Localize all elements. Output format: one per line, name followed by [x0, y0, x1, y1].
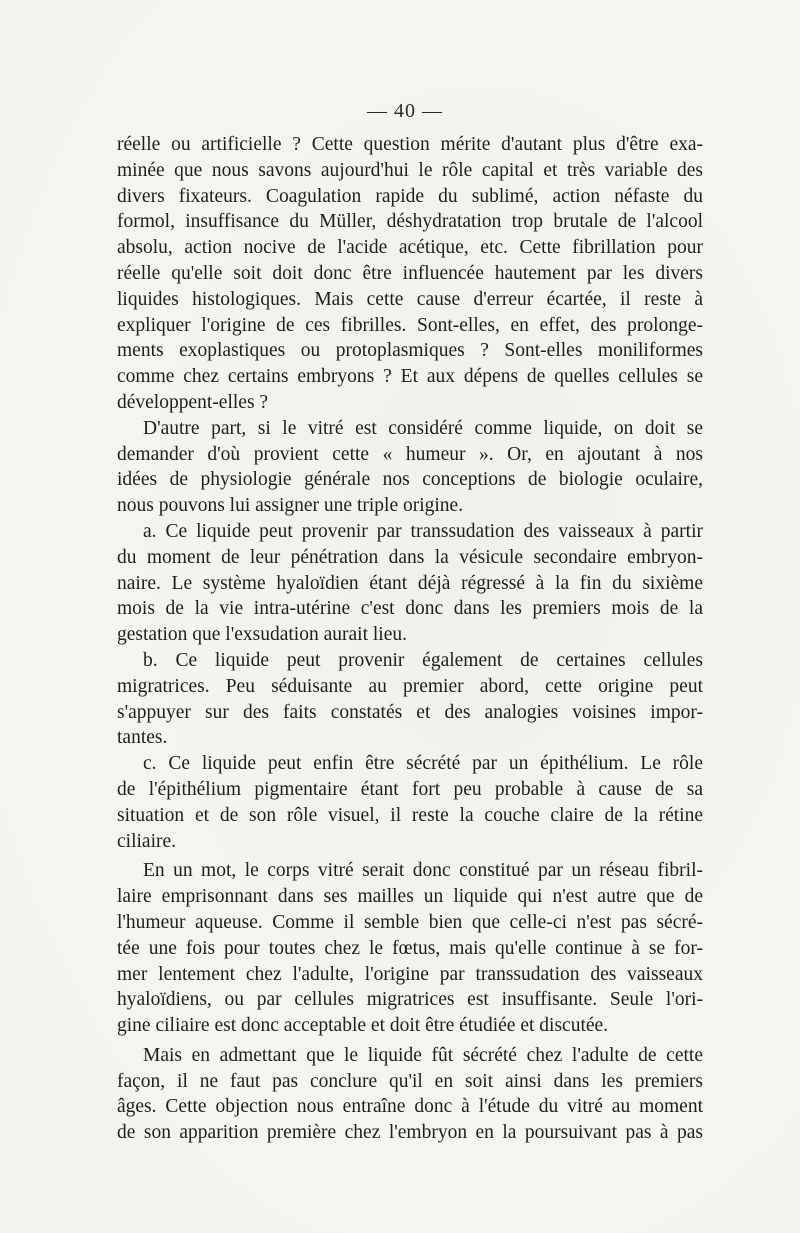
page-number: — 40 —: [367, 100, 443, 122]
text-line: Mais en admettant que le liquide fût sécrété chez l'adulte de cette: [143, 1044, 703, 1066]
page-header: [0, 100, 800, 123]
text-line: liquides histologiques. Mais cette cause d'erreur écartée, il reste à: [117, 288, 703, 310]
text-line: D'autre part, si le vitré est considéré comme liquide, on doit se: [143, 417, 703, 439]
text-line: divers fixateurs. Coagulation rapide du sublimé, action néfaste du: [117, 185, 703, 207]
text-line: mer lentement chez l'adulte, l'origine par transsudation des vaisseaux: [117, 963, 703, 985]
text-line: expliquer l'origine de ces fibrilles. Sont-elles, en effet, des prolonge-: [117, 314, 703, 336]
text-line: minée que nous savons aujourd'hui le rôle capital et très variable des: [117, 159, 703, 181]
paragraph: [117, 416, 703, 519]
text-line: demander d'où provient cette « humeur ». Or, en ajoutant à nos: [117, 443, 703, 465]
paragraph: [117, 648, 703, 751]
text-line: b. Ce liquide peut provenir également de certaines cellules: [143, 649, 703, 671]
text-line: situation et de son rôle visuel, il reste la couche claire de la rétine: [117, 804, 703, 826]
paragraph: [117, 751, 703, 854]
text-line: formol, insuffisance du Müller, déshydratation trop brutale de l'alcool: [117, 211, 703, 233]
text-line: idées de physiologie générale nos conceptions de biologie oculaire,: [117, 469, 703, 491]
text-line: hyaloïdiens, ou par cellules migratrices est insuffisante. Seule l'ori-: [117, 989, 703, 1011]
paragraph: [117, 1043, 703, 1146]
text-line: laire emprisonnant dans ses mailles un liquide qui n'est autre que de: [117, 886, 703, 908]
text-line: nous pouvons lui assigner une triple origine.: [117, 495, 464, 517]
text-line: absolu, action nocive de l'acide acétique, etc. Cette fibrillation pour: [117, 237, 703, 259]
text-line: du moment de leur pénétration dans la vésicule secondaire embryon-: [117, 546, 703, 568]
text-line: mois de la vie intra-utérine c'est donc dans les premiers mois de la: [117, 598, 703, 620]
text-line: ciliaire.: [117, 830, 177, 852]
text-line: En un mot, le corps vitré serait donc constitué par un réseau fibril-: [143, 860, 703, 882]
text-line: de l'épithélium pigmentaire étant fort peu probable à cause de sa: [117, 778, 703, 800]
text-line: l'humeur aqueuse. Comme il semble bien que celle-ci n'est pas sécré-: [117, 911, 703, 933]
text-line: développent-elles ?: [117, 391, 269, 413]
text-line: comme chez certains embryons ? Et aux dépens de quelles cellules se: [117, 366, 703, 388]
paragraph: [117, 132, 703, 416]
body-text: [117, 132, 703, 1146]
text-line: réelle qu'elle soit doit donc être influencée hautement par les divers: [117, 262, 703, 284]
text-line: réelle ou artificielle ? Cette question mérite d'autant plus d'être exa-: [117, 134, 703, 155]
text-line: a. Ce liquide peut provenir par transsudation des vaisseaux à partir: [143, 520, 703, 542]
text-line: de son apparition première chez l'embryon en la poursuivant pas à pas: [117, 1122, 703, 1144]
text-line: c. Ce liquide peut enfin être sécrété par un épithélium. Le rôle: [143, 753, 703, 775]
text-line: tée une fois pour toutes chez le fœtus, mais qu'elle continue à se for-: [117, 937, 703, 959]
text-line: s'appuyer sur des faits constatés et des analogies voisines impor-: [117, 701, 703, 723]
text-line: migratrices. Peu séduisante au premier abord, cette origine peut: [117, 675, 703, 697]
text-line: gestation que l'exsudation aurait lieu.: [117, 624, 407, 646]
text-line: tantes.: [117, 727, 168, 749]
paragraph: [117, 519, 703, 648]
paragraph: [117, 858, 703, 1039]
text-line: ments exoplastiques ou protoplasmiques ? Sont-elles moniliformes: [117, 340, 703, 362]
text-line: âges. Cette objection nous entraîne donc à l'étude du vitré au moment: [117, 1096, 703, 1118]
text-line: gine ciliaire est donc acceptable et doit être étudiée et discutée.: [117, 1015, 609, 1037]
text-line: naire. Le système hyaloïdien étant déjà régressé à la fin du sixième: [117, 572, 703, 594]
text-line: façon, il ne faut pas conclure qu'il en soit ainsi dans les premiers: [117, 1070, 703, 1092]
